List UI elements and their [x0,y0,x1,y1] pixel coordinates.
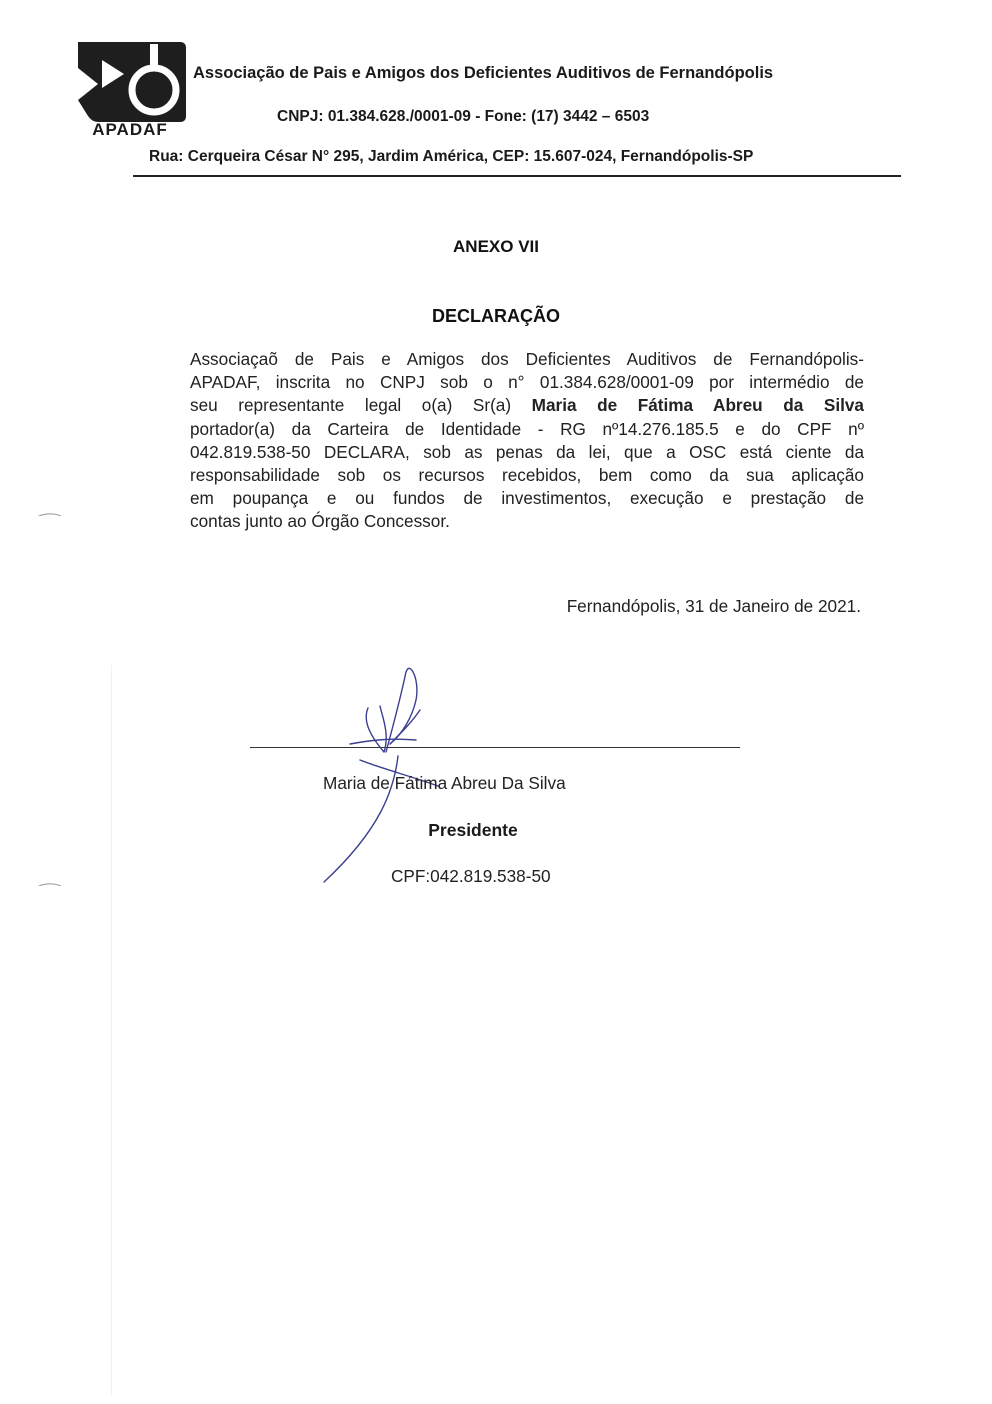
body-text-fragment: seu representante legal o(a) Sr(a) [190,395,532,416]
declaration-title: DECLARAÇÃO [432,306,560,326]
body-line: APADAF, inscrita no CNPJ sob o n° 01.384.628/0001-09 por intermédio de [190,372,864,393]
organization-name: Associação de Pais e Amigos dos Deficientes Auditivos de Fernandópolis [193,64,774,82]
signer-role: Presidente [428,820,518,840]
body-line [190,394,864,417]
declaration-body [190,348,864,534]
body-line: portador(a) da Carteira de Identidade - RG nº14.276.185.5 e do CPF nº [190,418,864,439]
date-place: Fernandópolis, 31 de Janeiro de 2021. [566,596,861,616]
header-divider [133,175,901,177]
address-line: Rua: Cerqueira César N° 295, Jardim América, CEP: 15.607-024, Fernandópolis-SP [149,148,754,165]
logo-wordmark: APADAF [92,120,168,139]
signer-cpf: CPF:042.819.538-50 [391,866,551,886]
body-line: 042.819.538-50 DECLARA, sob as penas da lei, que a OSC está ciente da [190,441,864,462]
scan-artifact-mark [36,512,62,516]
annex-title: ANEXO VII [453,237,539,256]
scan-artifact-mark [36,882,62,886]
body-line: em poupança e ou fundos de investimentos, execução e prestação de [190,488,864,509]
scan-artifact-line [111,665,112,1395]
signer-name: Maria de Fátima Abreu Da Silva [323,773,566,793]
body-line: responsabilidade sob os recursos recebidos, bem como da sua aplicação [190,465,864,486]
cnpj-phone-line: CNPJ: 01.384.628./0001-09 - Fone: (17) 3442 – 6503 [277,108,650,125]
body-line: contas junto ao Órgão Concessor. [190,511,450,532]
representative-name: Maria de Fátima Abreu da Silva [531,395,864,416]
body-line: Associaçaõ de Pais e Amigos dos Deficientes Auditivos de Fernandópolis- [190,349,864,369]
